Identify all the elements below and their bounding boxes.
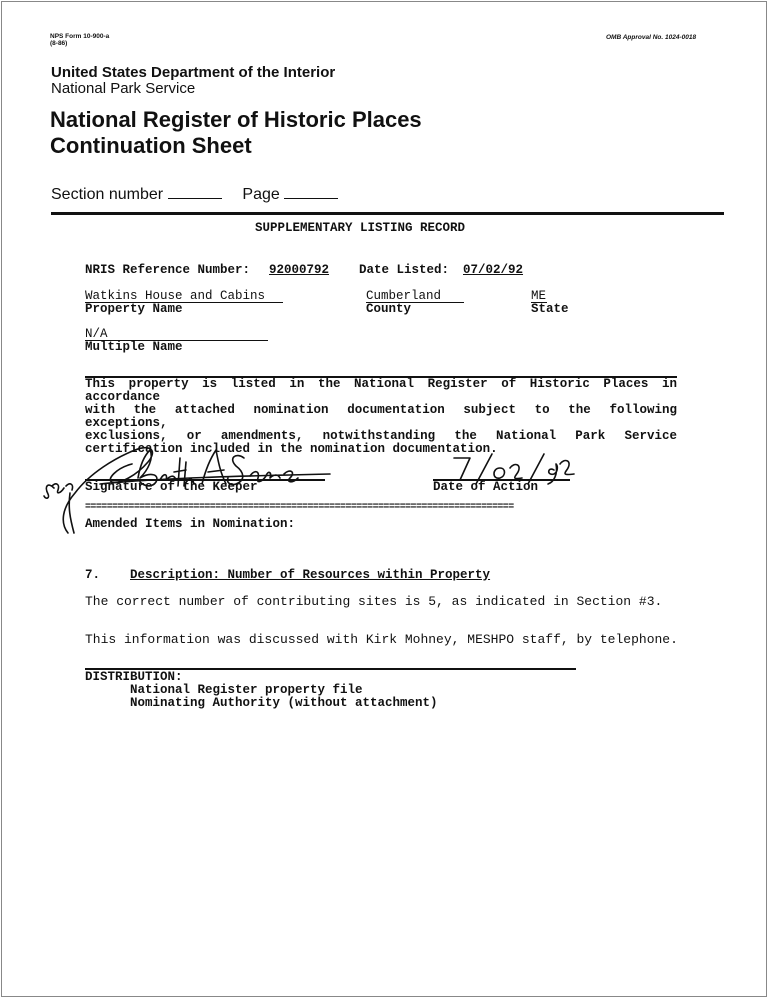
amended-separator: ===============================================================================: [85, 501, 514, 512]
nris-label: NRIS Reference Number:: [85, 263, 251, 277]
service-name: National Park Service: [51, 80, 196, 97]
amended-label: Amended Items in Nomination:: [85, 517, 296, 531]
nris-value: 92000792: [269, 263, 330, 277]
item-text-2: This information was discussed with Kirk Mohney, MESHPO staff, by telephone.: [85, 632, 678, 647]
county-label: County: [366, 302, 412, 316]
page-title: National Register of Historic Places Continuation Sheet: [50, 107, 422, 158]
property-name-label: Property Name: [85, 302, 183, 316]
header-rule: [51, 212, 724, 215]
multiple-name-value: N/A: [85, 327, 268, 341]
distribution-item: Nominating Authority (without attachment): [130, 696, 438, 710]
listing-statement: This property is listed in the National Register of Historic Places in accordance with the attached nomination documentation subject to the following exceptions, exclusions, or amendments, notwithstanding the National Park Service certification included in the nomination documentation.: [85, 377, 677, 456]
page-label: Page: [242, 186, 280, 203]
property-name-value: Watkins House and Cabins: [85, 289, 283, 303]
distribution-label: DISTRIBUTION:: [85, 670, 183, 684]
section-number-label: Section number: [51, 186, 164, 203]
record-heading: SUPPLEMENTARY LISTING RECORD: [255, 221, 466, 235]
date-listed-value: 07/02/92: [463, 263, 524, 277]
department-name: United States Department of the Interior: [51, 64, 336, 81]
multiple-name-label: Multiple Name: [85, 340, 183, 354]
item-heading: Description: Number of Resources within Property: [130, 568, 491, 582]
section-page-line: [51, 184, 338, 204]
form-number: NPS Form 10-900-a (8-86): [50, 33, 110, 47]
date-listed-label: Date Listed:: [359, 263, 450, 277]
signature-label: Signature of the Keeper: [85, 480, 258, 494]
item-number: 7.: [85, 568, 101, 582]
county-value: Cumberland: [366, 289, 464, 303]
item-text-1: The correct number of contributing sites is 5, as indicated in Section #3.: [85, 594, 663, 609]
page-field: [284, 184, 338, 199]
state-value: ME: [531, 289, 547, 303]
state-label: State: [531, 302, 569, 316]
omb-approval: OMB Approval No. 1024-0018: [606, 34, 697, 41]
section-number-field: [168, 184, 222, 199]
date-of-action-label: Date of Action: [433, 480, 539, 494]
distribution-item: National Register property file: [130, 683, 363, 697]
